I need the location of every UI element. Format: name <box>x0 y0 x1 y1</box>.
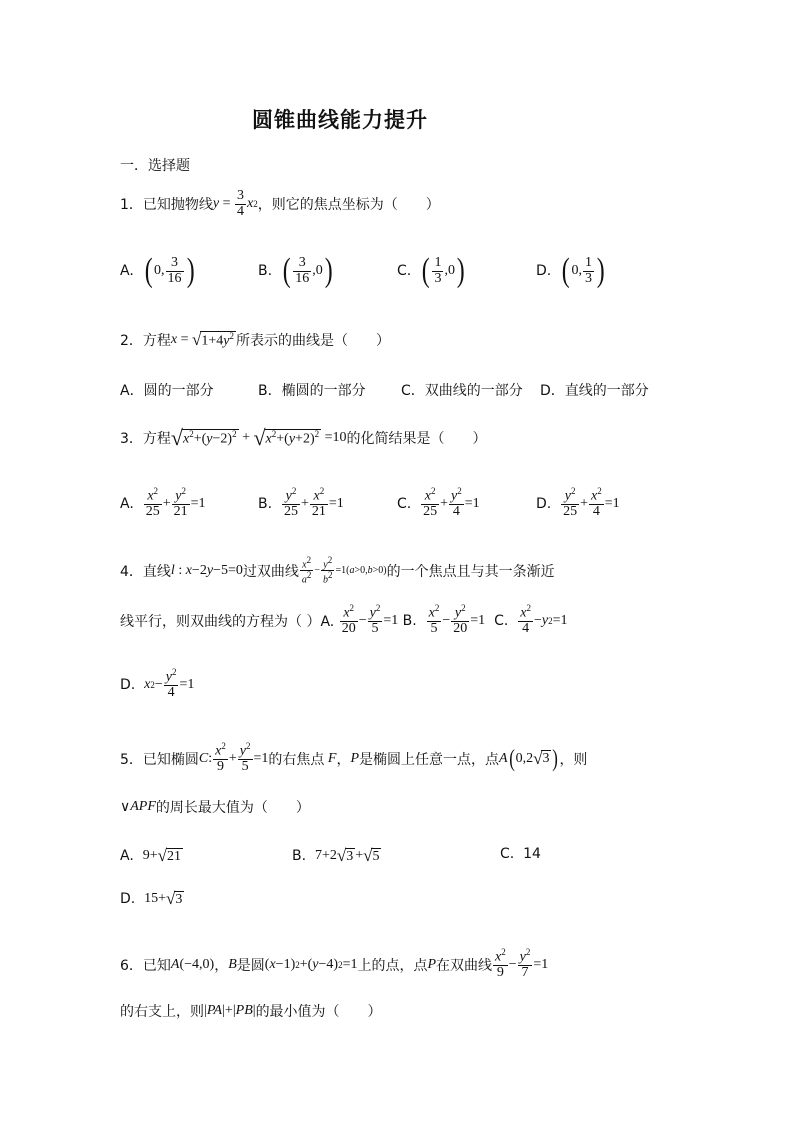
q5-option-a: A. 9+ √ 21 <box>120 846 181 865</box>
question-1: 1．已知抛物线 y = $\frac{3}{4}$ x 2 ，则它的焦点坐标为（ ） <box>120 188 440 219</box>
q1-option-b: B. ( $\frac{3}{16}$ ,0 ) <box>258 252 333 289</box>
q2-option-a: A．圆的一部分 <box>120 383 214 399</box>
question-5-line-2: ∨ APF 的周长最大值为（ ） <box>120 799 310 816</box>
question-6-line-2: 的右支上，则 | PA |+| PB | 的最小值为（ ） <box>120 1003 382 1020</box>
q5-option-b: B. 7+2 √ 3 + √ 5 <box>292 846 380 865</box>
q1-stem-pre: 1．已知抛物线 <box>120 197 213 214</box>
page-title: 圆锥曲线能力提升 <box>252 108 428 132</box>
question-6: 6．已知 A (−4,0) ， B 是圆 ( x −1) 2 +( y −4) 2 =1 上的点，点 P 在双曲线 $\frac{x^2}{9}$ − $\frac{y^2}{7}$ =1 <box>120 947 549 981</box>
q4-option-d: D. x 2 − $\frac{y^2}{4}$ =1 <box>120 667 195 701</box>
q1-option-c: C. ( $\frac{1}{3}$ ,0 ) <box>397 252 465 289</box>
q3-option-a: A. $\frac{x^2}{25}$ + $\frac{y^2}{21}$ =1 <box>120 486 206 520</box>
q2-option-c: C．双曲线的一部分 <box>401 383 523 399</box>
q3-option-c: C. $\frac{x^2}{25}$ + $\frac{y^2}{4}$ =1 <box>397 486 480 520</box>
q2-option-b: B．椭圆的一部分 <box>258 383 366 399</box>
q3-option-d: D. $\frac{y^2}{25}$ + $\frac{x^2}{4}$ =1 <box>536 486 620 520</box>
question-4-line-2: 线平行，则双曲线的方程为（ ）A. $\frac{x^2}{20}$ − $\frac{y^2}{5}$ =1 B. $\frac{x^2}{5}$ − $\frac{y^2}{20}$ =1 C. $\frac{x^2}{4}$ − y 2 =1 <box>120 603 568 637</box>
section-heading: 一．选择题 <box>120 158 190 174</box>
question-4: 4．直线 l : x −2 y −5=0 过双曲线 $\frac{x^2}{a^2}$ − $\frac{y^2}{b^2}$ =1( a >0, b >0) 的一个焦点且与其一条渐近 <box>120 555 555 586</box>
q2-option-d: D．直线的一部分 <box>540 383 649 399</box>
q1-option-d: D. ( 0, $\frac{1}{3}$ ) <box>536 252 605 289</box>
q3-option-b: B. $\frac{y^2}{25}$ + $\frac{x^2}{21}$ =1 <box>258 486 344 520</box>
question-3: 3．方程 √ $x^2+(y-2)^2$ + √ $x^2+(y+2)^2$ =10 的化简结果是（ ） <box>120 425 487 450</box>
q5-option-d: D. 15+ √ 3 <box>120 889 183 908</box>
q1-option-a: A. ( 0, $\frac{3}{16}$ ) <box>120 252 195 289</box>
q5-option-c: C. 14 <box>500 846 541 862</box>
q1-stem-post: ，则它的焦点坐标为（ ） <box>257 197 440 214</box>
question-5: 5．已知椭圆 C : $\frac{x^2}{9}$ + $\frac{y^2}{5}$ =1 的右焦点 F ， P 是椭圆上任意一点，点 A ( 0,2 √ 3 ) ，则 <box>120 741 588 775</box>
question-2: 2．方程 x = √ $1+4y^2$ 所表示的曲线是（ ） <box>120 330 391 349</box>
